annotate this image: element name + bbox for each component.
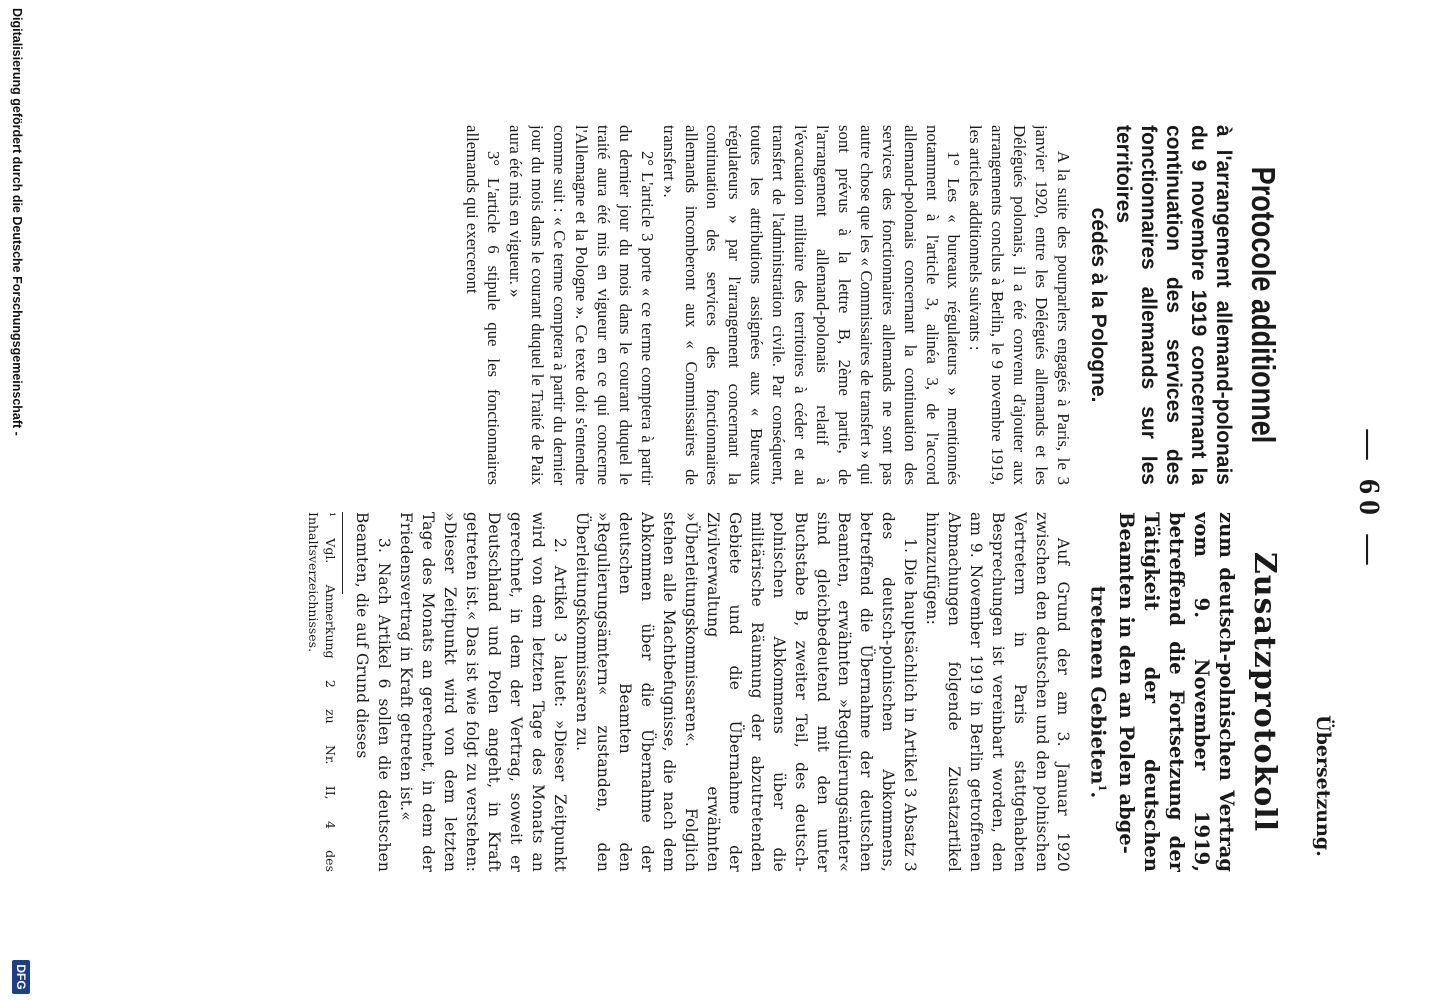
dfg-logo: DFG [12,960,30,994]
french-paragraph: A la suite des pourparlers engagés à Paris, le 3 janvier 1920, entre les Délégués allemands et les Délégués polonais, il a été convenu d'ajouter aux arrangements conclus à Berlin, le 9 novembre 1919, les articles additionnels suivants : [966,125,1073,485]
german-subtitle-last-line: tretenen Gebieten$^1$. [1086,585,1110,799]
french-subtitle-main: à l'arrangement allemand-polonais du 9 novembre 1919 concernant la continuation des services des fonctionnaires allemands sur les territoires [1112,125,1235,485]
german-paragraph: 2. Artikel 3 lautet: »Dieser Zeitpunkt wird von dem letzten Tage des Monats an gerechnet, in dem der Vertrag, soweit er Deutschland und Polen angeht, in Kraft getreten ist.« Das ist wie folgt zu verstehen: »Dieser Zeitpunkt wird von dem letzten Tage des Monats an gerechnet, in dem der Friedensvertrag in Kraft getreten ist.« [397,512,569,872]
footnote-mark: 1 [1096,784,1107,792]
german-column [144,512,1284,872]
german-paragraph: 1. Die hauptsächlich in Artikel 3 Absatz 3 des deutsch-polnischen Abkommens, betreffend die Übernahme der deutschen Beamten, erwähnten »Regulierungsämter« sind gleichbedeutend mit den unter Buchstabe B, zweiter Teil, des deutsch-polnischen Abkommens über die militärische Räumung der abzutretenden Gebiete und die Übernahme der Zivilverwaltung erwähnten »Überleitungskommissaren«. Folglich stehen alle Machtbefugnisse, die nach dem Abkommen über die Übernahme der deutschen Beamten den »Regulierungsämtern« zustanden, den Überleitungskommissaren zu. [572,512,920,872]
french-paragraph: 2° L'article 3 porte « ce terme comptera à partir du dernier jour du mois dans le courant duquel le traité aura été mis en vigueur en ce qui concerne l'Allemagne et la Pologne ». Ce texte doit s'entendre comme suit : « Ce terme comptera à partir du dernier jour du mois dans le courant duquel le Traité de Paix aura été mis en vigueur. » [506,125,657,485]
german-subtitle-main: zum deutsch-polnischen Vertrag vom 9. November 1919, betreffend die Fortsetzung der Tätigkeit der deutschen Beamten in den an Polen abge- [1115,512,1238,872]
footnote: ¹ Vgl. Anmerkung 2 zu Nr. II, 4 des Inhaltsverzeichnisses. [305,512,338,872]
french-paragraph: 3° L'article 6 stipule que les fonctionnaires allemands qui exerceront [462,125,504,485]
french-title: Protocole additionnel [1245,166,1282,444]
translation-label: Übersetzung. [1312,715,1334,857]
french-paragraph: 1° Les « bureaux régulateurs » mentionnés notamment à l'article 3, alinéa 3, de l'accord allemand-polonais concernant la continuation des services des fonctionnaires allemands ne sont pas autre chose que les « Commissaires de transfert » qui sont prévus à la lettre B, 2ème partie, de l'arrangement allemand-polonais relatif à l'évacuation militaire des territoires à céder et au transfert de l'administration civile. Par conséquent, toutes les attributions assignées aux « Bureaux régulateurs » par l'arrangement concernant la continuation des services des fonctionnaires allemands incomberont aux « Commissaires de transfert ». [659,125,964,485]
page-number: — 60 — [1353,429,1386,571]
french-subtitle-last: cédés à la Pologne. [1087,207,1110,403]
german-subtitle [1086,512,1240,872]
french-column [144,125,1284,485]
german-paragraph: 3. Nach Artikel 6 sollen die deutschen Beamten, die auf Grund dieses [353,512,394,872]
german-subtitle-last: tretenen Gebieten [1086,585,1110,785]
digitization-credit: Digitalisierung gefördert durch die Deutsche Forschungsgemeinschaft - [10,8,24,436]
footnote-divider [342,512,343,594]
german-title: Zusatzprotokoll [1247,551,1282,833]
german-paragraph: Auf Grund der am 3. Januar 1920 zwischen den deutschen und den polnischen Vertretern in Paris stattgehabten Besprechungen ist vereinbart worden, den am 9. November 1919 in Berlin getroffenen Abmachungen folgende Zusatzartikel hinzuzufügen: [923,512,1073,872]
french-subtitle [1086,125,1236,485]
